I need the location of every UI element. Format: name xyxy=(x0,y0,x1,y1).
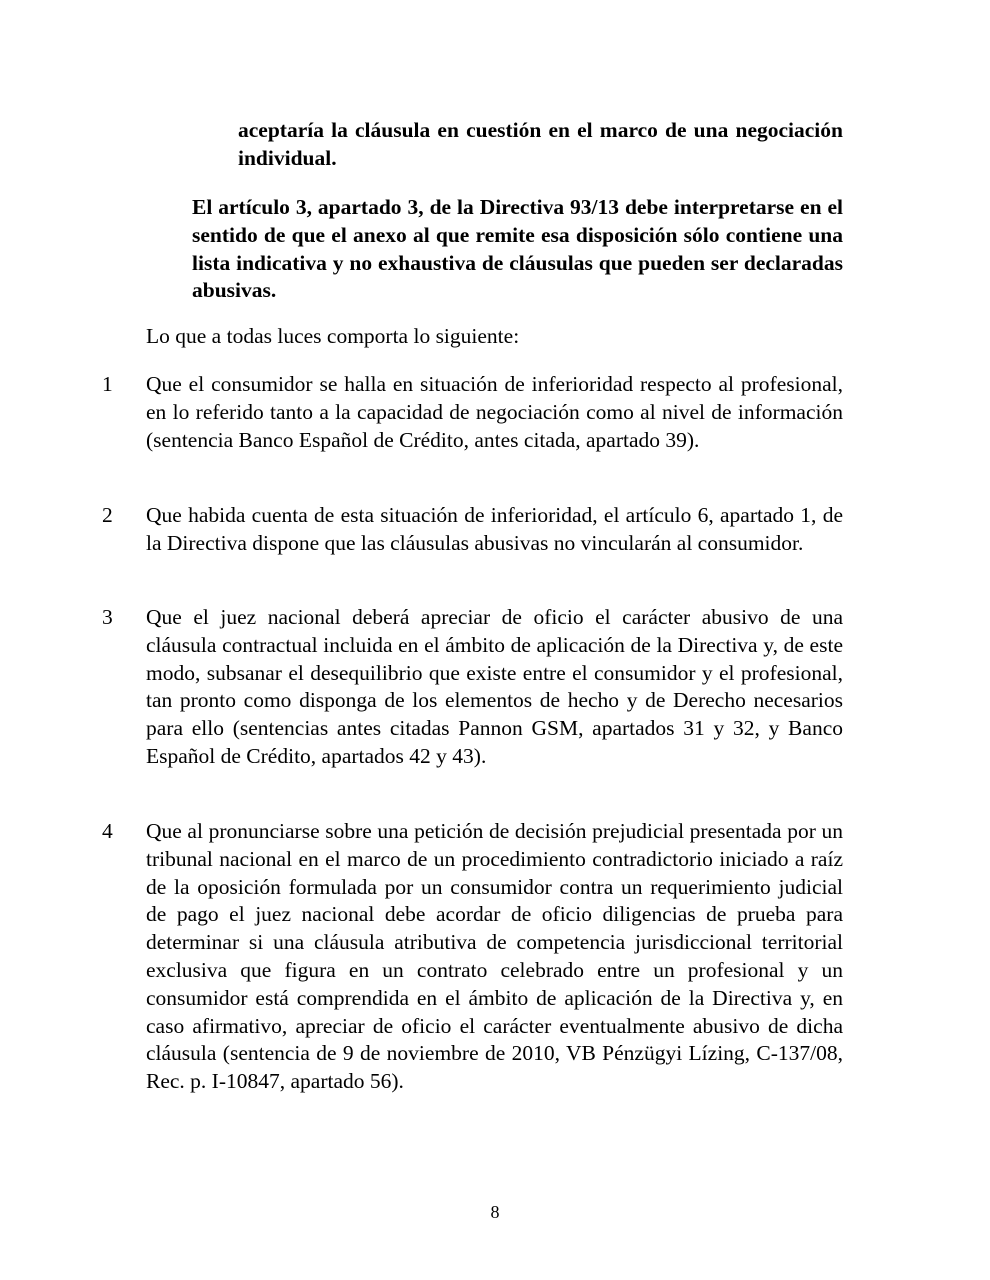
item-number: 1 xyxy=(102,372,113,396)
quoted-passage-article-3: El artículo 3, apartado 3, de la Directiva 93/13 debe interpretarse en el sentido de que el anexo al que remite esa disposición sólo contiene una lista indicativa y no exhaustiva de cláusulas que pueden ser declaradas abusivas. xyxy=(192,195,843,303)
item-number: 3 xyxy=(102,605,113,629)
quoted-passage-continuation: aceptaría la cláusula en cuestión en el marco de una negociación individual. xyxy=(238,118,843,170)
item-number: 4 xyxy=(102,819,113,843)
item-text: Que al pronunciarse sobre una petición de decisión prejudicial presentada por un tribunal nacional en el marco de un procedimiento contradictorio iniciado a raíz de la oposición formulada por un consumidor contra un requerimiento judicial de pago el juez nacional debe acordar de oficio diligencias de prueba para determinar si una cláusula atributiva de competencia jurisdiccional territorial exclusiva que figura en un contrato celebrado entre un profesional y un consumidor está comprendida en el ámbito de aplicación de la Directiva y, en caso afirmativo, apreciar de oficio el carácter eventualmente abusivo de dicha cláusula (sentencia de 9 de noviembre de 2010, VB Pénzügyi Lízing, C-137/08, Rec. p. I-10847, apartado 56). xyxy=(146,819,843,1094)
item-text: Que el juez nacional deberá apreciar de oficio el carácter abusivo de una cláusula contractual incluida en el ámbito de aplicación de la Directiva y, de este modo, subsanar el desequilibrio que existe entre el consumidor y el profesional, tan pronto como disponga de los elementos de hecho y de Derecho necesarios para ello (sentencias antes citadas Pannon GSM, apartados 31 y 32, y Banco Español de Crédito, apartados 42 y 43). xyxy=(146,605,843,768)
page-number: 8 xyxy=(490,1202,500,1222)
intro-paragraph: Lo que a todas luces comporta lo siguiente: xyxy=(146,324,520,348)
item-number: 2 xyxy=(102,503,113,527)
item-text: Que el consumidor se halla en situación de inferioridad respecto al profesional, en lo referido tanto a la capacidad de negociación como al nivel de información (sentencia Banco Español de Crédito, antes citada, apartado 39). xyxy=(146,372,843,452)
item-text: Que habida cuenta de esta situación de inferioridad, el artículo 6, apartado 1, de la Directiva dispone que las cláusulas abusivas no vincularán al consumidor. xyxy=(146,503,843,555)
